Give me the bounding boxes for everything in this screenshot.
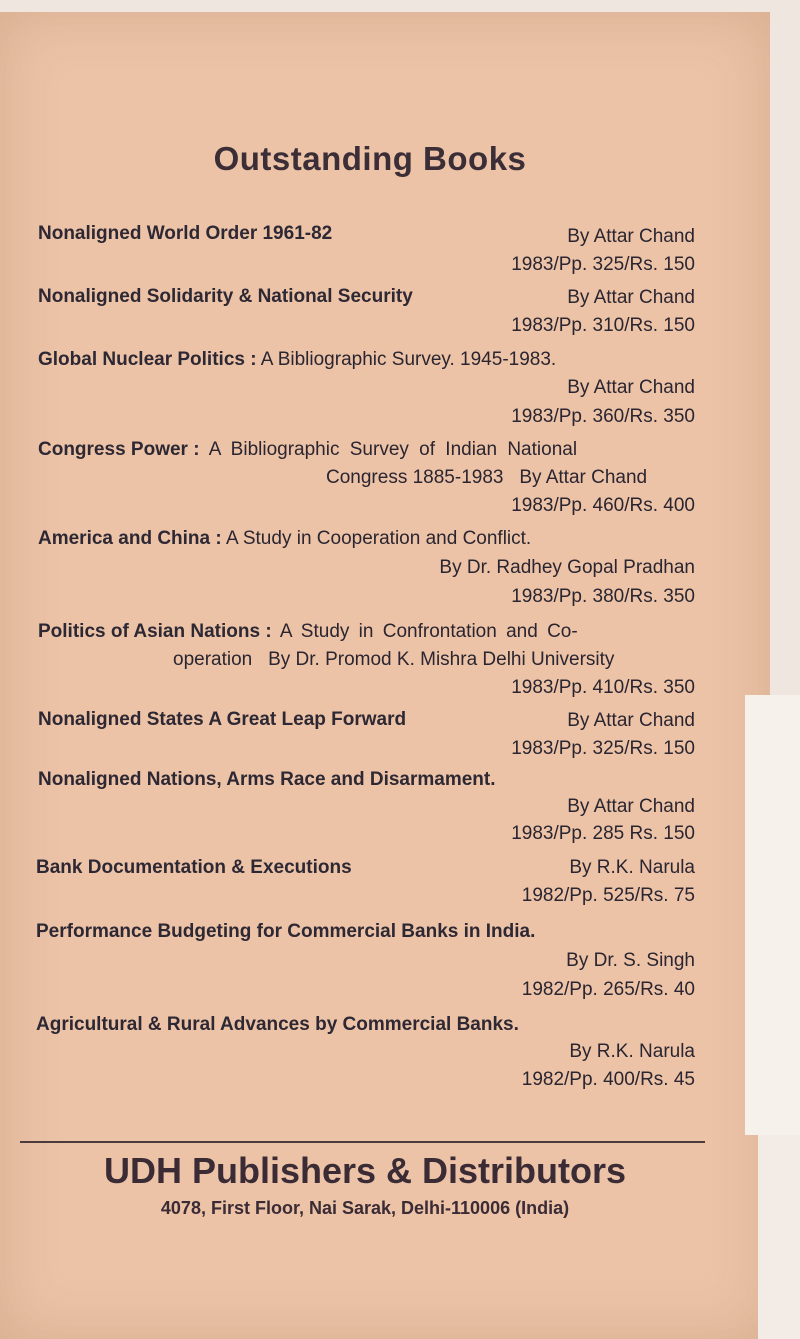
book-subtitle: A Bibliographic Survey. 1945-1983. — [260, 349, 557, 370]
book-entry — [38, 348, 556, 372]
book-details: 1983/Pp. 325/Rs. 150 — [511, 738, 695, 759]
book-details: 1982/Pp. 525/Rs. 75 — [521, 885, 695, 906]
book-details: 1983/Pp. 410/Rs. 350 — [511, 677, 695, 698]
book-entry — [38, 438, 577, 462]
book-details: 1982/Pp. 400/Rs. 45 — [521, 1069, 695, 1090]
book-details: 1983/Pp. 310/Rs. 150 — [511, 315, 695, 336]
publisher-name: UDH Publishers & Distributors — [103, 1150, 627, 1191]
book-details: 1983/Pp. 380/Rs. 350 — [511, 586, 695, 607]
book-author: By R.K. Narula — [569, 857, 695, 878]
book-title: Performance Budgeting for Commercial Banks in India. — [36, 921, 536, 942]
book-entry — [38, 768, 496, 792]
book-entry-continued — [173, 648, 614, 672]
book-entry — [36, 1013, 519, 1037]
book-title: Bank Documentation & Executions — [36, 857, 352, 878]
book-details: 1983/Pp. 285 Rs. 150 — [511, 823, 695, 844]
book-author: By Attar Chand — [567, 796, 695, 817]
book-title: Nonaligned World Order 1961-82 — [38, 223, 333, 244]
book-title: Politics of Asian Nations : — [38, 621, 272, 642]
book-subtitle: A Bibliographic Survey of Indian National — [208, 439, 578, 460]
book-author: By Attar Chand — [519, 467, 648, 488]
page-title: Outstanding Books — [213, 140, 527, 177]
divider — [20, 1141, 705, 1143]
book-entry — [36, 856, 352, 880]
book-author: By Dr. S. Singh — [566, 950, 695, 971]
book-details: 1983/Pp. 360/Rs. 350 — [511, 406, 695, 427]
book-title: America and China : — [38, 528, 222, 549]
book-entry — [38, 708, 406, 732]
book-details: 1983/Pp. 325/Rs. 150 — [511, 254, 695, 275]
book-author: By Attar Chand — [567, 377, 695, 398]
book-entry — [38, 620, 578, 644]
book-title: Global Nuclear Politics : — [38, 349, 257, 370]
book-subtitle: Congress 1885-1983 — [326, 467, 504, 488]
book-author: By Attar Chand — [567, 710, 695, 731]
book-details: 1983/Pp. 460/Rs. 400 — [511, 495, 695, 516]
book-entry — [36, 920, 535, 944]
book-author: By R.K. Narula — [569, 1041, 695, 1062]
book-title: Nonaligned States A Great Leap Forward — [38, 709, 407, 730]
book-entry — [38, 527, 531, 551]
book-author: By Dr. Radhey Gopal Pradhan — [439, 557, 695, 578]
book-subtitle: A Study in Cooperation and Conflict. — [225, 528, 532, 549]
book-entry-continued — [326, 466, 647, 490]
book-entry — [38, 285, 413, 309]
torn-paper-edge — [758, 1135, 800, 1339]
book-entry — [38, 222, 332, 246]
book-author: By Attar Chand — [567, 226, 695, 247]
publisher-address: 4078, First Floor, Nai Sarak, Delhi-110006 (India) — [160, 1198, 570, 1218]
book-title: Agricultural & Rural Advances by Commercial Banks. — [36, 1014, 519, 1035]
book-title: Nonaligned Solidarity & National Security — [38, 286, 413, 307]
book-title: Congress Power : — [38, 439, 200, 460]
book-author: By Dr. Promod K. Mishra Delhi University — [268, 649, 615, 670]
book-subtitle: A Study in Confrontation and Co- — [279, 621, 578, 642]
book-author: By Attar Chand — [567, 287, 695, 308]
book-details: 1982/Pp. 265/Rs. 40 — [521, 979, 695, 1000]
book-title: Nonaligned Nations, Arms Race and Disarmament. — [38, 769, 496, 790]
book-subtitle: operation — [173, 649, 253, 670]
torn-paper-edge — [745, 695, 800, 1135]
